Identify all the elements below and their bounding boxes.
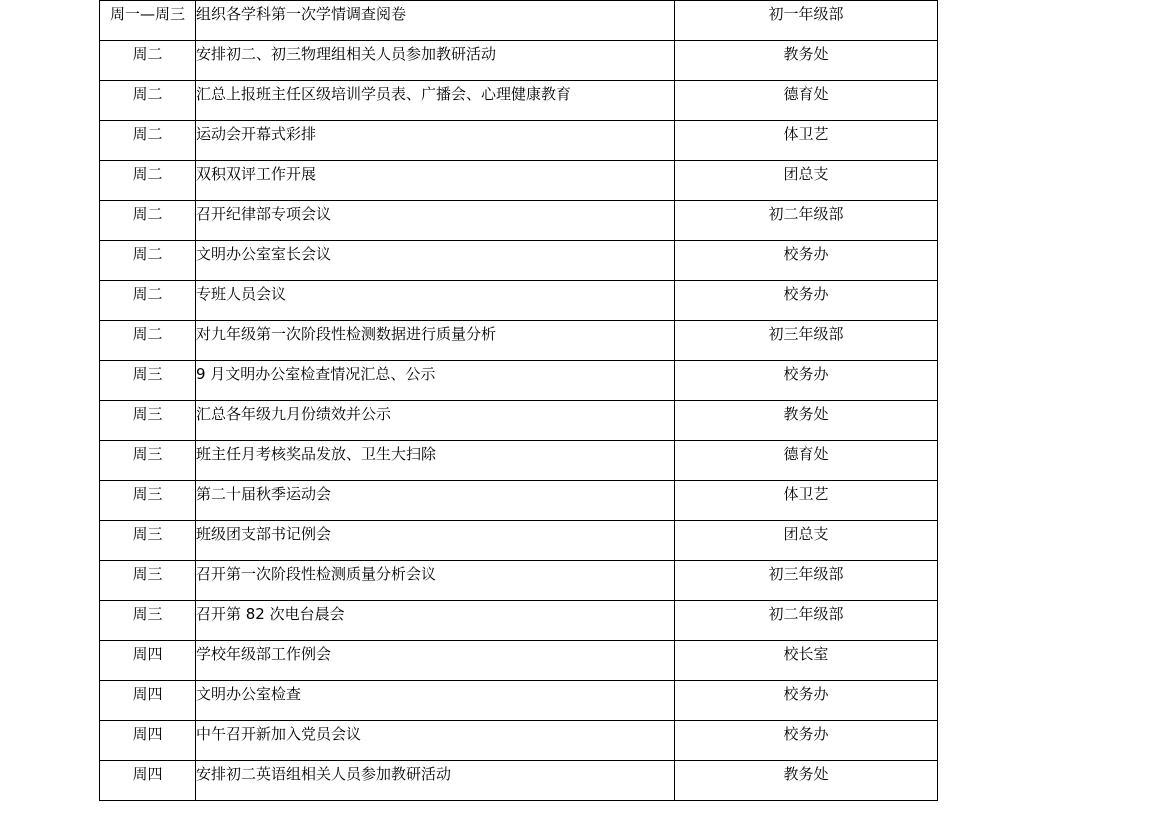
table-row: [100, 281, 938, 321]
item-cell: 安排初二、初三物理组相关人员参加教研活动: [196, 41, 675, 81]
table-row: [100, 481, 938, 521]
department-cell: 校务办: [675, 361, 938, 401]
department-cell: 教务处: [675, 401, 938, 441]
item-cell: 组织各学科第一次学情调查阅卷: [196, 1, 675, 41]
department-cell: 团总支: [675, 161, 938, 201]
department-cell: 校长室: [675, 641, 938, 681]
day-cell: 周二: [100, 241, 196, 281]
item-cell: 学校年级部工作例会: [196, 641, 675, 681]
day-cell: 周三: [100, 401, 196, 441]
department-cell: 德育处: [675, 81, 938, 121]
day-cell: 周四: [100, 641, 196, 681]
table-row: [100, 761, 938, 801]
day-cell: 周三: [100, 361, 196, 401]
department-cell: 体卫艺: [675, 121, 938, 161]
item-cell: 双积双评工作开展: [196, 161, 675, 201]
department-cell: 校务办: [675, 681, 938, 721]
item-cell: 对九年级第一次阶段性检测数据进行质量分析: [196, 321, 675, 361]
day-cell: 周二: [100, 161, 196, 201]
day-cell: 周三: [100, 601, 196, 641]
day-cell: 周二: [100, 81, 196, 121]
table-row: [100, 601, 938, 641]
item-cell: 9 月文明办公室检查情况汇总、公示: [196, 361, 675, 401]
department-cell: 校务办: [675, 241, 938, 281]
day-cell: 周四: [100, 761, 196, 801]
table-row: [100, 721, 938, 761]
department-cell: 教务处: [675, 41, 938, 81]
table-row: [100, 441, 938, 481]
day-cell: 周四: [100, 681, 196, 721]
table-row: [100, 641, 938, 681]
day-cell: 周三: [100, 441, 196, 481]
table-row: [100, 521, 938, 561]
item-cell: 第二十届秋季运动会: [196, 481, 675, 521]
weekly-schedule-table: [99, 0, 938, 801]
department-cell: 校务办: [675, 281, 938, 321]
department-cell: 团总支: [675, 521, 938, 561]
day-cell: 周二: [100, 321, 196, 361]
department-cell: 初二年级部: [675, 201, 938, 241]
item-cell: 专班人员会议: [196, 281, 675, 321]
item-cell: 安排初二英语组相关人员参加教研活动: [196, 761, 675, 801]
item-cell: 班主任月考核奖品发放、卫生大扫除: [196, 441, 675, 481]
department-cell: 德育处: [675, 441, 938, 481]
department-cell: 初三年级部: [675, 321, 938, 361]
table-row: [100, 241, 938, 281]
day-cell: 周四: [100, 721, 196, 761]
day-cell: 周二: [100, 281, 196, 321]
table-row: [100, 321, 938, 361]
item-cell: 汇总上报班主任区级培训学员表、广播会、心理健康教育: [196, 81, 675, 121]
day-cell: 周一—周三: [100, 1, 196, 41]
department-cell: 校务办: [675, 721, 938, 761]
department-cell: 初二年级部: [675, 601, 938, 641]
item-cell: 召开第 82 次电台晨会: [196, 601, 675, 641]
table-row: [100, 161, 938, 201]
item-cell: 汇总各年级九月份绩效并公示: [196, 401, 675, 441]
day-cell: 周二: [100, 201, 196, 241]
table-row: [100, 121, 938, 161]
item-cell: 班级团支部书记例会: [196, 521, 675, 561]
day-cell: 周二: [100, 41, 196, 81]
table-row: [100, 561, 938, 601]
item-cell: 中午召开新加入党员会议: [196, 721, 675, 761]
table-row: [100, 361, 938, 401]
department-cell: 初三年级部: [675, 561, 938, 601]
department-cell: 初一年级部: [675, 1, 938, 41]
table-row: [100, 1, 938, 41]
table-row: [100, 681, 938, 721]
item-cell: 文明办公室检查: [196, 681, 675, 721]
day-cell: 周三: [100, 561, 196, 601]
item-cell: 召开第一次阶段性检测质量分析会议: [196, 561, 675, 601]
day-cell: 周三: [100, 521, 196, 561]
table-row: [100, 81, 938, 121]
day-cell: 周三: [100, 481, 196, 521]
day-cell: 周二: [100, 121, 196, 161]
department-cell: 教务处: [675, 761, 938, 801]
table-row: [100, 41, 938, 81]
table-row: [100, 201, 938, 241]
table-row: [100, 401, 938, 441]
department-cell: 体卫艺: [675, 481, 938, 521]
item-cell: 运动会开幕式彩排: [196, 121, 675, 161]
item-cell: 文明办公室室长会议: [196, 241, 675, 281]
schedule-sheet: [99, 0, 937, 801]
item-cell: 召开纪律部专项会议: [196, 201, 675, 241]
